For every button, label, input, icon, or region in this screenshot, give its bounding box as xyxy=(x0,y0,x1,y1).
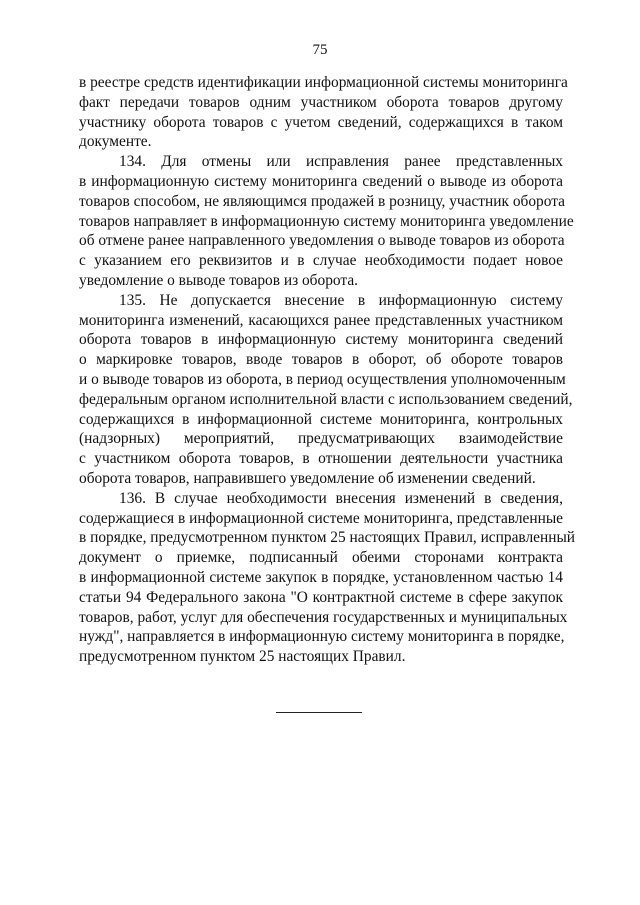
text-line: и о выводе товаров из оборота, в период осуществления уполномоченным xyxy=(79,370,566,388)
text-line: федеральным органом исполнительной власти с использованием сведений, xyxy=(79,390,573,408)
text-line: 136. В случае необходимости внесения изменений в сведения, xyxy=(119,489,563,507)
text-line: об отмене ранее направленного уведомления о выводе товаров из оборота xyxy=(79,232,565,250)
text-line: 134. Для отмены или исправления ранее представленных xyxy=(119,153,563,171)
text-line: предусмотренном пунктом 25 настоящих Правил. xyxy=(79,648,406,666)
text-line: (надзорных) мероприятий, предусматривающих взаимодействие xyxy=(79,430,563,448)
text-line: товаров, работ, услуг для обеспечения государственных и муниципальных xyxy=(79,608,568,626)
text-line: оборота товаров в информационную систему мониторинга сведений xyxy=(79,331,563,349)
text-line: документе. xyxy=(79,133,152,151)
text-line: содержащихся в информационной системе мониторинга, контрольных xyxy=(79,410,563,428)
text-line: участнику оборота товаров с учетом сведений, содержащихся в таком xyxy=(79,113,563,131)
text-line: оборота товаров, направившего уведомление об изменении сведений. xyxy=(79,469,536,487)
text-line: статьи 94 Федерального закона "О контрактной системе в сфере закупок xyxy=(79,588,563,606)
paragraph-134 xyxy=(79,152,574,291)
text-line: в информационную систему мониторинга сведений о выводе из оборота xyxy=(79,172,563,190)
end-of-document-rule xyxy=(276,712,362,713)
text-line: с указанием его реквизитов и в случае необходимости подает новое xyxy=(79,252,563,270)
paragraph-136 xyxy=(79,489,576,667)
text-line: факт передачи товаров одним участником оборота товаров другому xyxy=(79,93,563,111)
document-body xyxy=(79,73,576,667)
paragraph-135 xyxy=(79,291,573,489)
text-line: с участником оборота товаров, в отношении деятельности участника xyxy=(79,450,563,468)
text-line: мониторинга изменений, касающихся ранее представленных участником xyxy=(79,311,563,329)
text-line: 135. Не допускается внесение в информационную систему xyxy=(119,291,563,309)
text-line: в информационной системе закупок в порядке, установленном частью 14 xyxy=(79,568,563,586)
text-line: товаров способом, не являющимся продажей в розницу, участник оборота xyxy=(79,192,565,210)
text-line: о маркировке товаров, вводе товаров в оборот, об обороте товаров xyxy=(79,351,563,369)
text-line: документ о приемке, подписанный обеими сторонами контракта xyxy=(79,549,563,567)
text-line: в реестре средств идентификации информационной системы мониторинга xyxy=(79,74,568,91)
paragraph-cont xyxy=(79,73,568,152)
text-line: товаров направляет в информационную систему мониторинга уведомление xyxy=(79,212,574,230)
text-line: уведомление о выводе товаров из оборота. xyxy=(79,271,358,289)
text-line: содержащиеся в информационной системе мониторинга, представленные xyxy=(79,509,563,527)
text-line: нужд", направляется в информационную систему мониторинга в порядке, xyxy=(79,628,565,646)
page-number: 75 xyxy=(312,42,328,58)
text-line: в порядке, предусмотренном пунктом 25 настоящих Правил, исправленный xyxy=(79,529,576,547)
